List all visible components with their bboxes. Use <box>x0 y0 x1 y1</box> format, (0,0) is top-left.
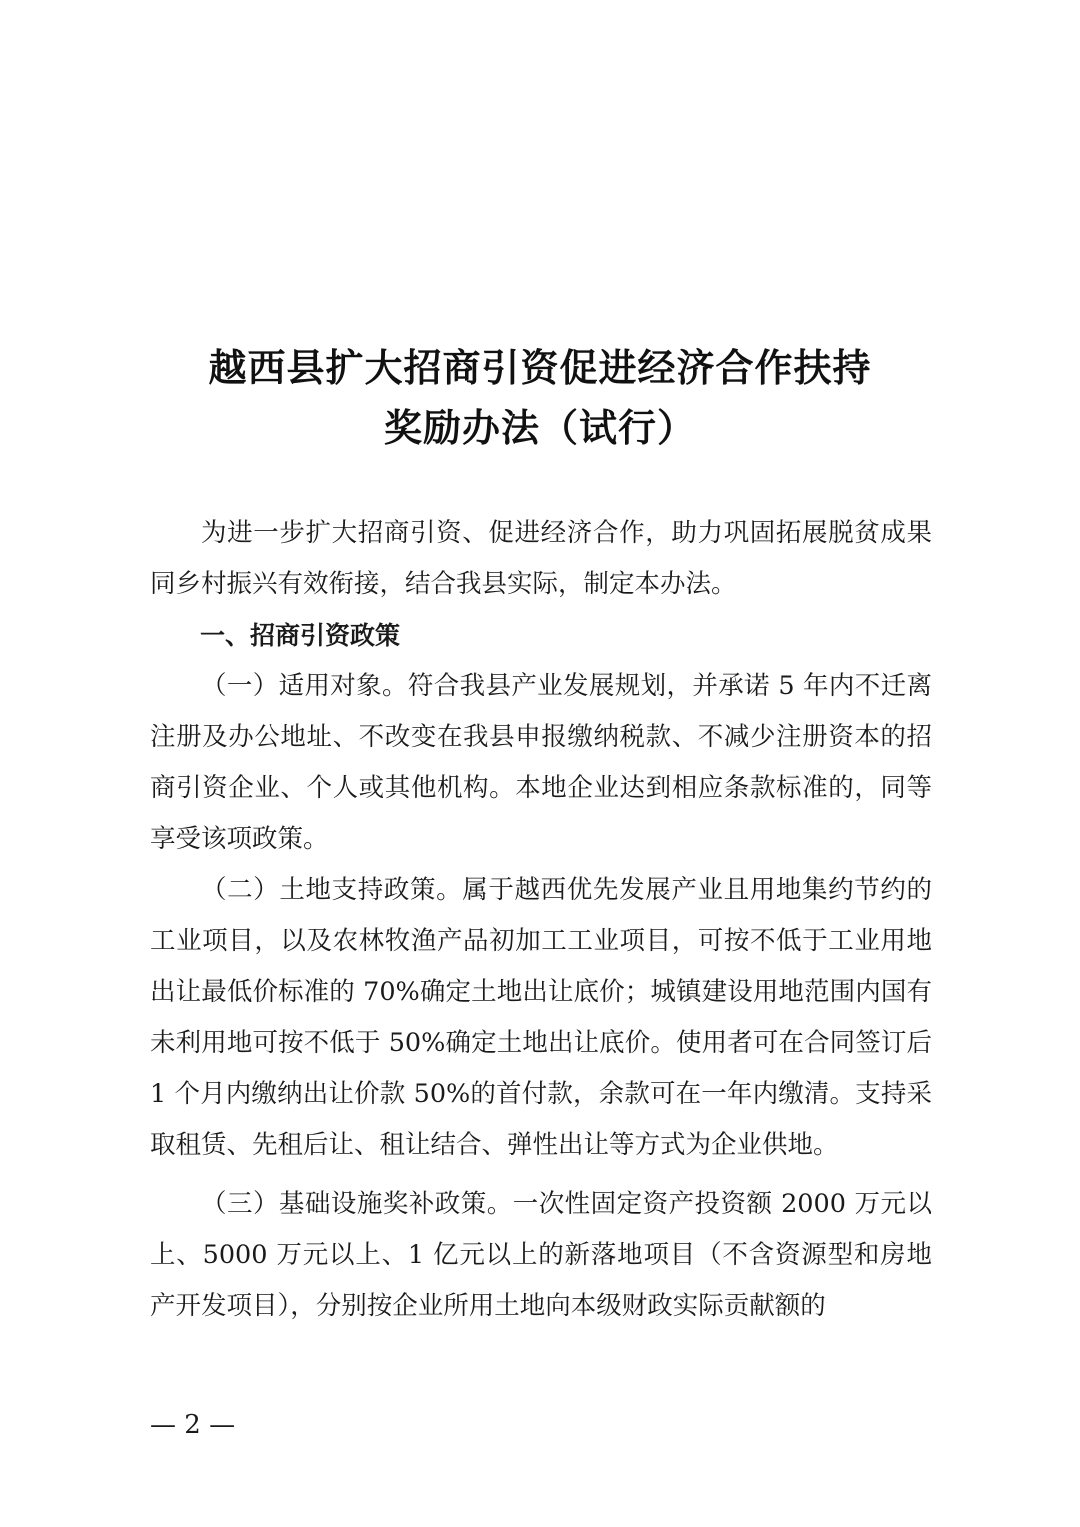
intro-paragraph: 为进一步扩大招商引资、促进经济合作，助力巩固拓展脱贫成果同乡村振兴有效衔接，结合我县实际，制定本办法。 <box>150 518 932 599</box>
section-heading: 一、招商引资政策 <box>200 621 401 650</box>
item-land-support-policy: （二）土地支持政策。属于越西优先发展产业且用地集约节约的工业项目，以及农林牧渔产品初加工工业项目，可按不低于工业用地出让最低价标准的 70%确定土地出让底价；城镇建设用地范围内国有未利用地可按不低于 50%确定土地出让底价。使用者可在合同签订后 1 个月内缴纳出让价款 50%的首付款，余款可在一年内缴清。支持采取租赁、先租后让、租让结合、弹性出让等方式为企业供地。 <box>150 875 932 1160</box>
title-line-2: 奖励办法（试行） <box>383 406 696 450</box>
item-infrastructure-subsidy: （三）基础设施奖补政策。一次性固定资产投资额 2000 万元以上、5000 万元以上、1 亿元以上的新落地项目（不含资源型和房地产开发项目），分别按企业所用土地向本级财政实际贡献额的 <box>150 1189 932 1321</box>
title-line-1: 越西县扩大招商引资促进经济合作扶持 <box>208 346 872 390</box>
item-applicable-objects: （一）适用对象。符合我县产业发展规划，并承诺 5 年内不迁离注册及办公地址、不改变在我县申报缴纳税款、不减少注册资本的招商引资企业、个人或其他机构。本地企业达到相应条款标准的，同等享受该项政策。 <box>150 671 932 854</box>
page-number: — 2 — <box>150 1410 236 1440</box>
document-title <box>0 338 1080 458</box>
document-body <box>150 508 932 1332</box>
